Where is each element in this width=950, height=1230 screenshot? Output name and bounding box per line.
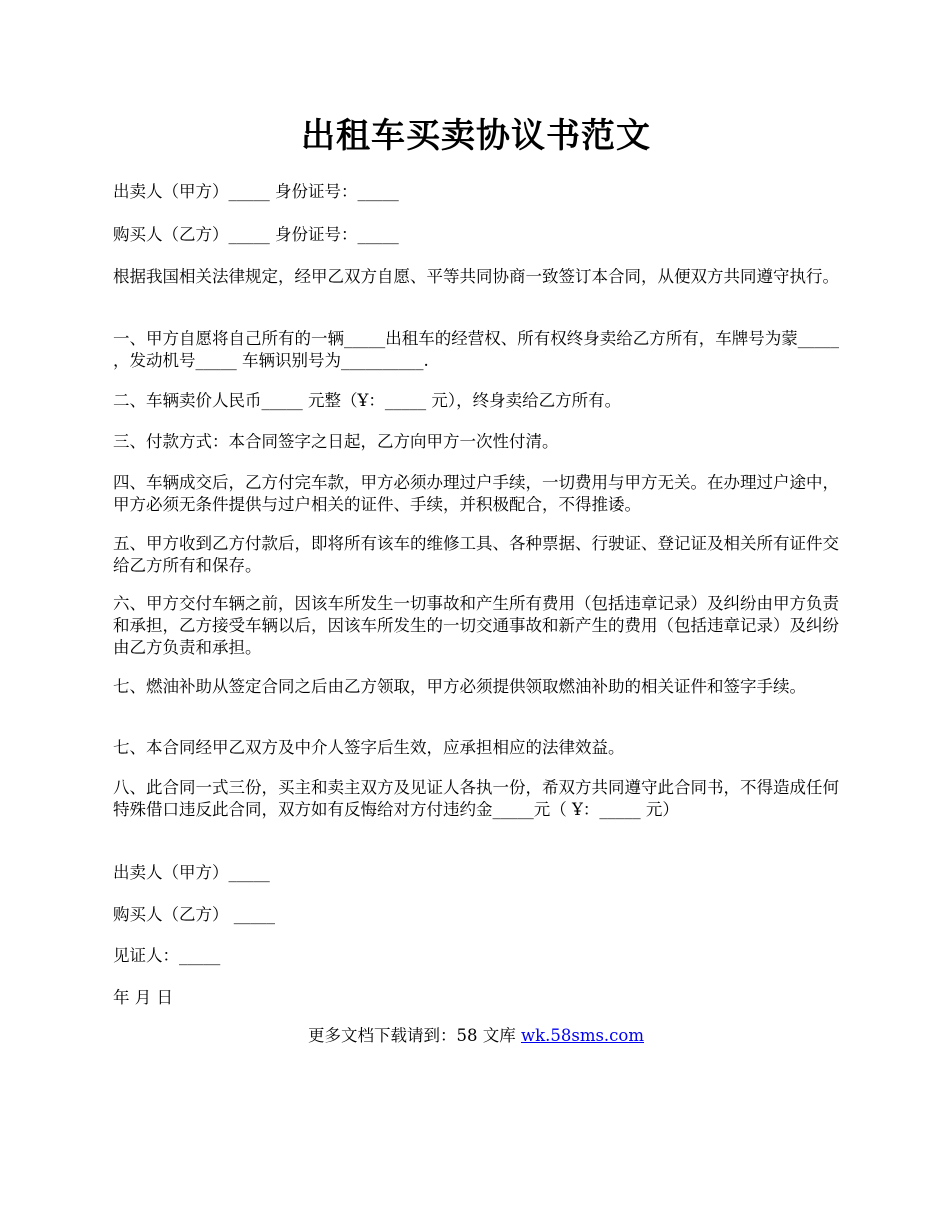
clause-7-fuel: 七、燃油补助从签定合同之后由乙方领取，甲方必须提供领取燃油补助的相关证件和签字手续。 <box>113 677 806 696</box>
witness-signature-line: 见证人：_____ <box>113 946 221 965</box>
clause-7-effect: 七、本合同经甲乙双方及中介人签字后生效，应承担相应的法律效益。 <box>113 738 625 757</box>
clause-1: 一、甲方自愿将自己所有的一辆_____出租车的经营权、所有权终身卖给乙方所有，车牌号为蒙_____ ，发动机号_____ 车辆识别号为__________. <box>113 329 839 370</box>
clause-8: 八、此合同一式三份，买主和卖主双方及见证人各执一份，希双方共同遵守此合同书，不得造成任何特殊借口违反此合同，双方如有反悔给对方付违约金_____元（ Ұ：_____ 元） <box>113 778 839 819</box>
buyer-signature-line: 购买人（乙方） _____ <box>113 905 275 924</box>
footer-text: 更多文档下载请到：58 文库 <box>307 1026 521 1045</box>
document-title: 出租车买卖协议书范文 <box>301 116 651 156</box>
clause-4: 四、车辆成交后，乙方付完车款，甲方必须办理过户手续，一切费用与甲方无关。在办理过户途中，甲方必须无条件提供与过户相关的证件、手续，并积极配合，不得推诿。 <box>113 473 839 514</box>
clause-5: 五、甲方收到乙方付款后，即将所有该车的维修工具、各种票据、行驶证、登记证及相关所有证件交给乙方所有和保存。 <box>113 534 839 575</box>
clause-6: 六、甲方交付车辆之前，因该车所发生一切事故和产生所有费用（包括违章记录）及纠纷由甲方负责和承担，乙方接受车辆以后，因该车所发生的一切交通事故和新产生的费用（包括违章记录）及纠纷由乙方负责和承担。 <box>113 594 839 657</box>
footer-link[interactable]: wk.58sms.com <box>520 1026 644 1045</box>
seller-signature-line: 出卖人（甲方）_____ <box>113 863 270 882</box>
seller-line: 出卖人（甲方）_____ 身份证号：_____ <box>113 182 399 201</box>
preamble-paragraph: 根据我国相关法律规定，经甲乙双方自愿、平等共同协商一致签订本合同，从便双方共同遵守执行。 <box>113 267 839 286</box>
clause-2: 二、车辆卖价人民币_____ 元整（Ұ：_____ 元），终身卖给乙方所有。 <box>113 391 622 410</box>
footer <box>113 1025 839 1047</box>
date-line: 年 月 日 <box>113 988 173 1007</box>
buyer-line: 购买人（乙方）_____ 身份证号：_____ <box>113 225 399 244</box>
clause-3: 三、付款方式：本合同签字之日起，乙方向甲方一次性付清。 <box>113 432 559 451</box>
